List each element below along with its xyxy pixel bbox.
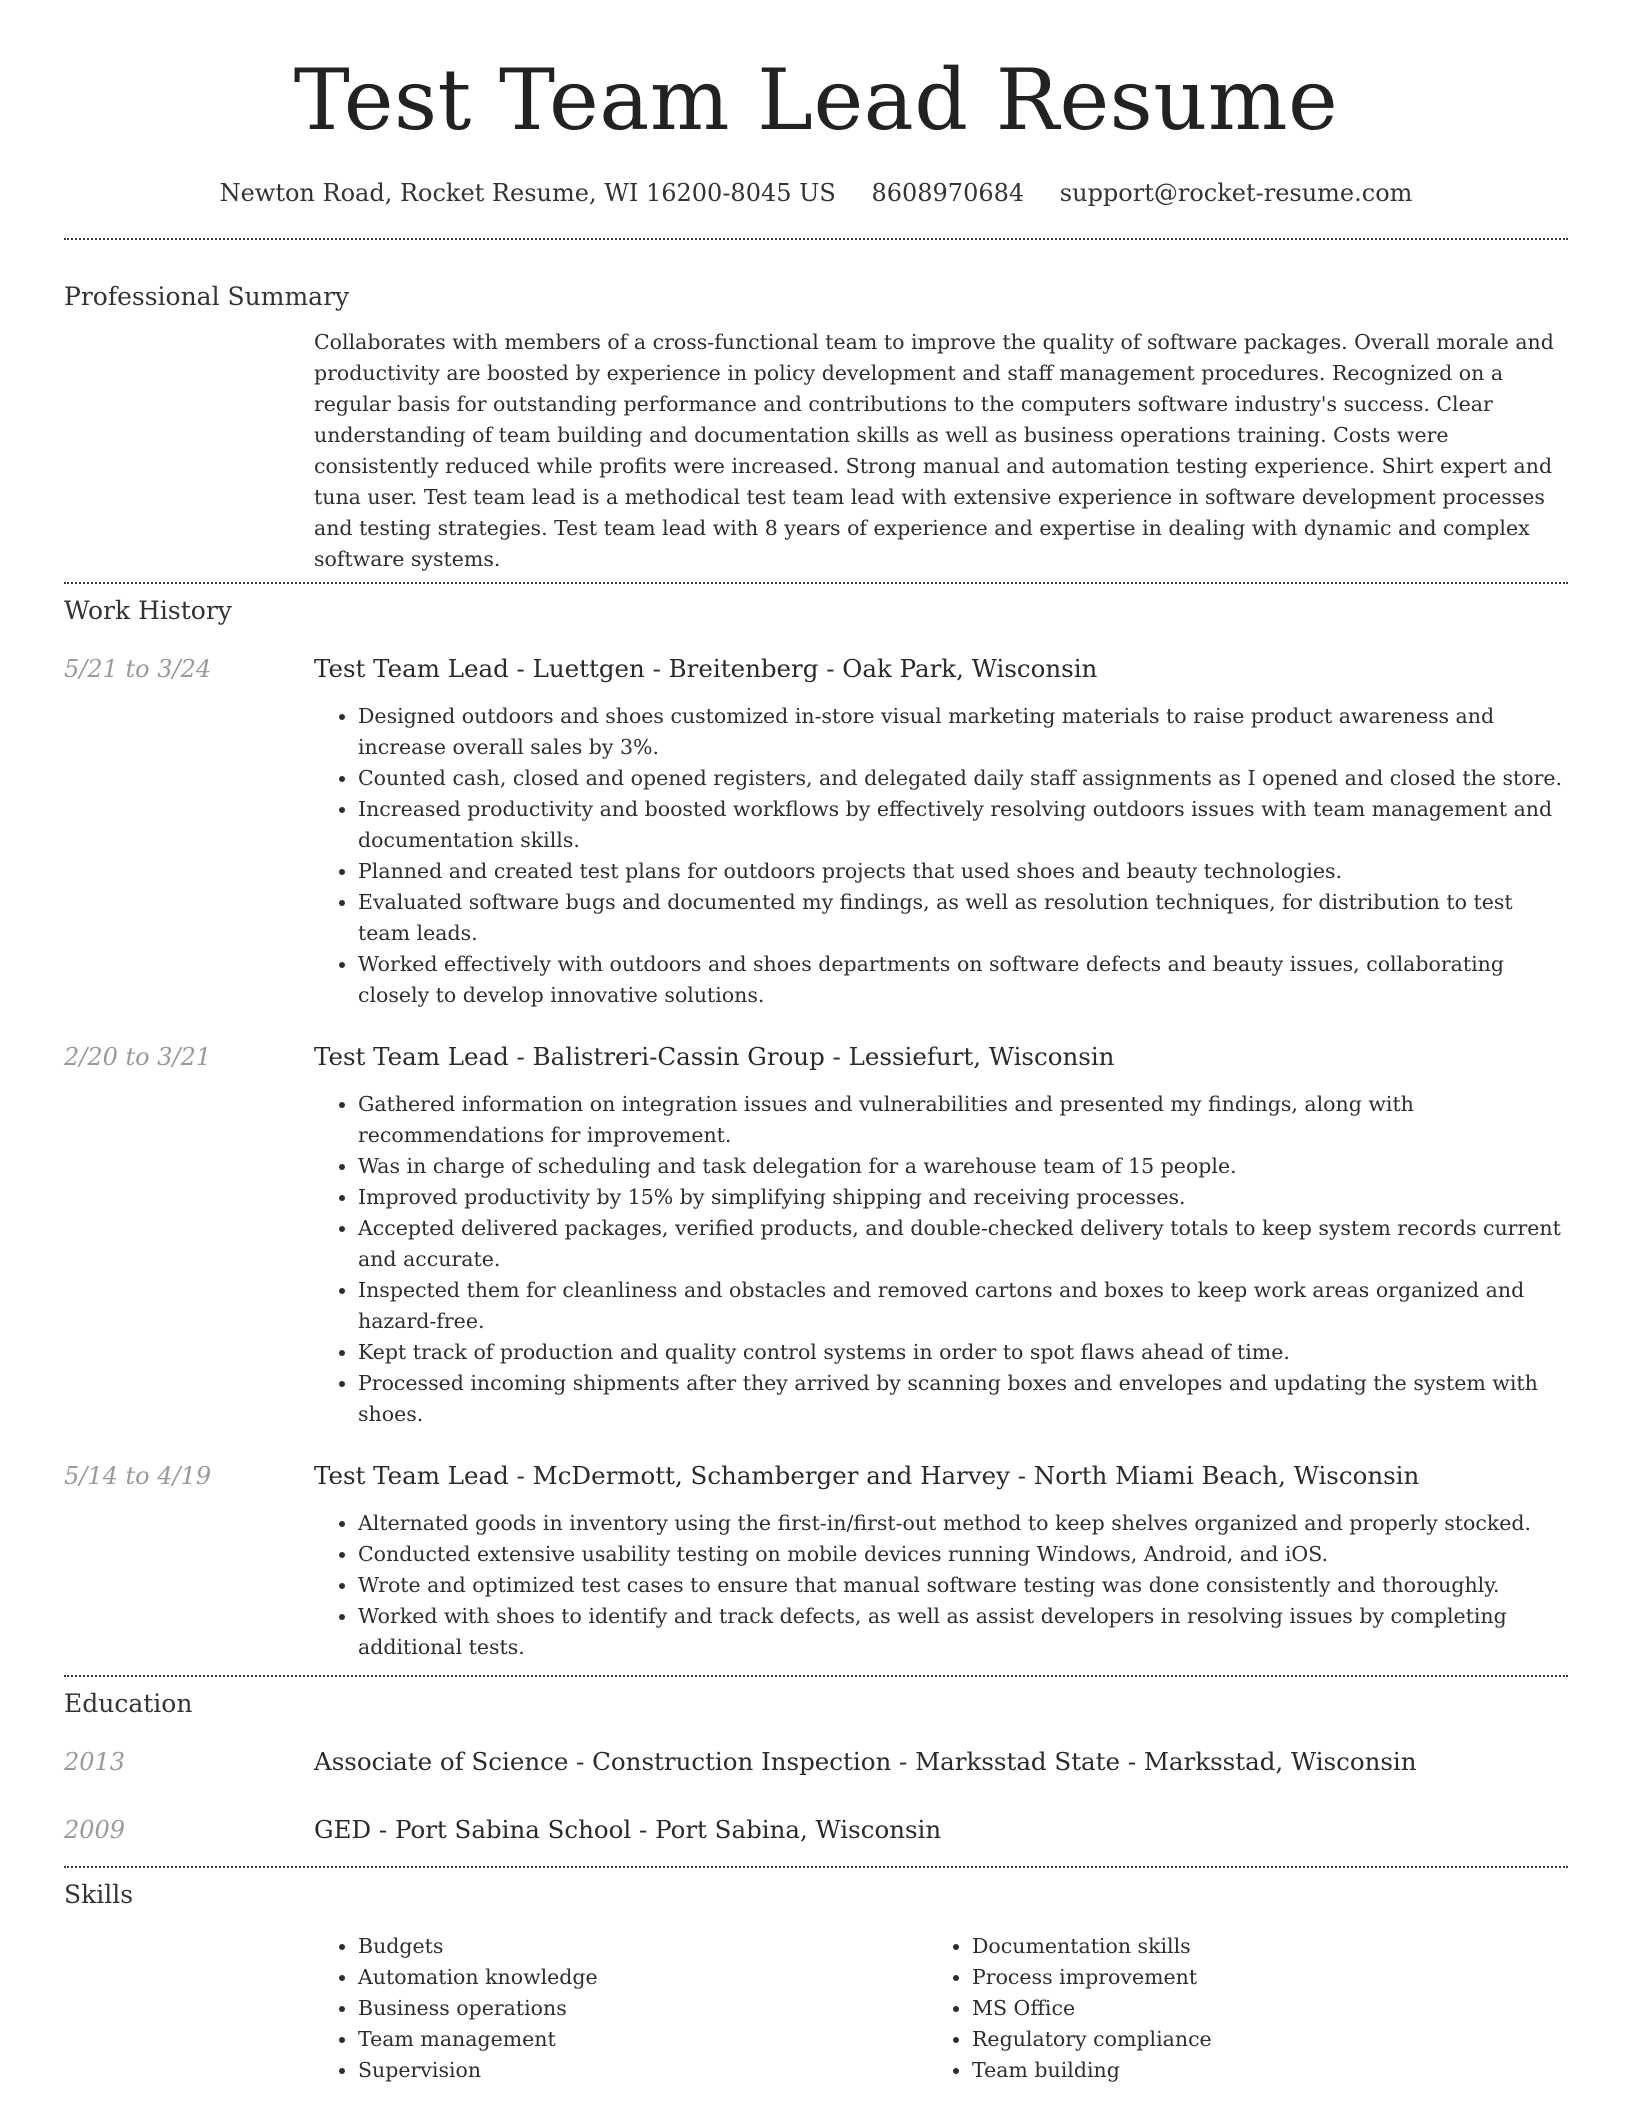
education-entry xyxy=(64,1746,1568,1778)
job-bullet: • Worked with shoes to identify and track defects, as well as assist developers in resolving issues by completing additional tests. xyxy=(358,1601,1568,1663)
skills-list-left xyxy=(314,1931,928,2086)
summary-text: Collaborates with members of a cross-functional team to improve the quality of software packages. Overall morale and productivity are boosted by experience in policy development and staff management procedures. Recognized on a regular basis for outstanding performance and contributions to the computers software industry's success. Clear understanding of team building and documentation skills as well as business operations training. Costs were consistently reduced while profits were increased. Strong manual and automation testing experience. Shirt expert and tuna user. Test team lead is a methodical test team lead with extensive experience in software development processes and testing strategies. Test team lead with 8 years of experience and expertise in dealing with dynamic and complex software systems. xyxy=(314,330,1554,571)
education-title: GED - Port Sabina School - Port Sabina, Wisconsin xyxy=(314,1815,942,1844)
education-title: Associate of Science - Construction Inspection - Marksstad State - Marksstad, Wisconsin xyxy=(314,1747,1417,1776)
job-title: Test Team Lead - McDermott, Schamberger and Harvey - North Miami Beach, Wisconsin xyxy=(314,1461,1420,1490)
job-bullet: • Worked effectively with outdoors and shoes departments on software defects and beauty issues, collaborating closely to develop innovative solutions. xyxy=(358,949,1568,1011)
skill-item: • Budgets xyxy=(358,1931,928,1962)
job-bullet: • Counted cash, closed and opened registers, and delegated daily staff assignments as I opened and closed the store. xyxy=(358,763,1568,794)
job-title: Test Team Lead - Luettgen - Breitenberg - Oak Park, Wisconsin xyxy=(314,654,1098,683)
job-title: Test Team Lead - Balistreri-Cassin Group - Lessiefurt, Wisconsin xyxy=(314,1042,1115,1071)
job-bullet: • Improved productivity by 15% by simplifying shipping and receiving processes. xyxy=(358,1182,1568,1213)
skills-heading: Skills xyxy=(64,1880,134,1909)
skill-item: • Regulatory compliance xyxy=(972,2024,1542,2055)
contact-phone: 8608970684 xyxy=(871,179,1025,207)
skills-column-right xyxy=(928,1931,1542,2086)
job-date: 5/21 to 3/24 xyxy=(64,655,212,683)
summary-heading: Professional Summary xyxy=(64,282,350,311)
job-date: 5/14 to 4/19 xyxy=(64,1462,212,1490)
job-bullet: • Conducted extensive usability testing on mobile devices running Windows, Android, and iOS. xyxy=(358,1539,1568,1570)
job-bullet: • Was in charge of scheduling and task delegation for a warehouse team of 15 people. xyxy=(358,1151,1568,1182)
skill-item: • Documentation skills xyxy=(972,1931,1542,1962)
section-divider xyxy=(64,582,1568,584)
job-bullets xyxy=(358,1508,1568,1663)
skills-columns xyxy=(314,1931,1568,2086)
skill-item: • Automation knowledge xyxy=(358,1962,928,1993)
section-divider xyxy=(64,1675,1568,1677)
education-entry xyxy=(64,1814,1568,1846)
contact-line xyxy=(64,178,1568,208)
job-bullet: • Processed incoming shipments after they arrived by scanning boxes and envelopes and updating the system with shoes. xyxy=(358,1368,1568,1430)
section-divider xyxy=(64,1866,1568,1868)
skill-item: • Business operations xyxy=(358,1993,928,2024)
job-entry xyxy=(64,653,1568,1011)
skill-item: • Process improvement xyxy=(972,1962,1542,1993)
skills-list-right xyxy=(928,1931,1542,2086)
job-entry xyxy=(64,1460,1568,1663)
job-entry xyxy=(64,1041,1568,1430)
education-date: 2013 xyxy=(64,1748,126,1776)
skills-column-left xyxy=(314,1931,928,2086)
contact-address: Newton Road, Rocket Resume, WI 16200-8045 US xyxy=(219,179,836,207)
job-bullets xyxy=(358,1089,1568,1430)
skill-item: • Team management xyxy=(358,2024,928,2055)
skill-item: • MS Office xyxy=(972,1993,1542,2024)
job-bullet: • Wrote and optimized test cases to ensure that manual software testing was done consistently and thoroughly. xyxy=(358,1570,1568,1601)
education-heading: Education xyxy=(64,1689,193,1718)
section-divider xyxy=(64,238,1568,240)
job-bullet: • Kept track of production and quality control systems in order to spot flaws ahead of time. xyxy=(358,1337,1568,1368)
job-bullet: • Increased productivity and boosted workflows by effectively resolving outdoors issues with team management and documentation skills. xyxy=(358,794,1568,856)
work-history-heading: Work History xyxy=(64,596,232,625)
resume-title: Test Team Lead Resume xyxy=(293,51,1339,149)
contact-email: support@rocket-resume.com xyxy=(1059,179,1413,207)
job-bullet: • Evaluated software bugs and documented my findings, as well as resolution techniques, for distribution to test team leads. xyxy=(358,887,1568,949)
skill-item: • Team building xyxy=(972,2055,1542,2086)
job-bullet: • Planned and created test plans for outdoors projects that used shoes and beauty technologies. xyxy=(358,856,1568,887)
education-date: 2009 xyxy=(64,1816,126,1844)
job-bullet: • Accepted delivered packages, verified products, and double-checked delivery totals to keep system records current and accurate. xyxy=(358,1213,1568,1275)
job-bullet: • Inspected them for cleanliness and obstacles and removed cartons and boxes to keep work areas organized and hazard-free. xyxy=(358,1275,1568,1337)
job-bullet: • Alternated goods in inventory using the first-in/first-out method to keep shelves organized and properly stocked. xyxy=(358,1508,1568,1539)
job-bullet: • Designed outdoors and shoes customized in-store visual marketing materials to raise product awareness and increase overall sales by 3%. xyxy=(358,701,1568,763)
job-bullets xyxy=(358,701,1568,1011)
job-date: 2/20 to 3/21 xyxy=(64,1043,212,1071)
skill-item: • Supervision xyxy=(358,2055,928,2086)
job-bullet: • Gathered information on integration issues and vulnerabilities and presented my findings, along with recommendations for improvement. xyxy=(358,1089,1568,1151)
